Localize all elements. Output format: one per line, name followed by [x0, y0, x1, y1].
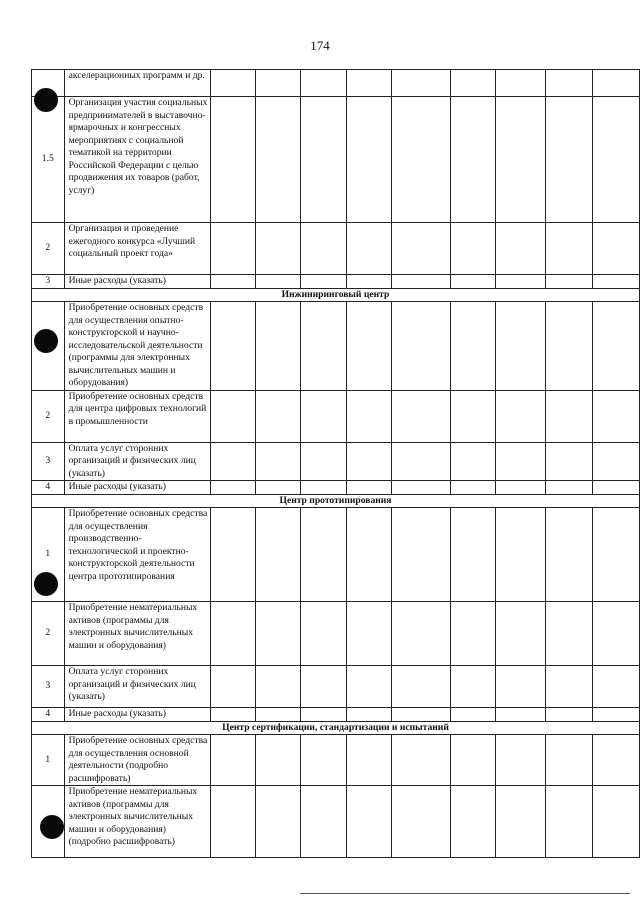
empty-cell — [592, 442, 639, 481]
row-description: акселерационных программ и др. — [64, 70, 211, 97]
empty-cell — [545, 442, 592, 481]
empty-cell — [495, 70, 545, 97]
empty-cell — [450, 97, 495, 223]
empty-cell — [495, 786, 545, 858]
row-number: 3 — [32, 442, 65, 481]
row-number: 1 — [32, 735, 65, 786]
empty-cell — [450, 508, 495, 602]
empty-cell — [391, 442, 450, 481]
empty-cell — [545, 223, 592, 275]
empty-cell — [346, 666, 391, 708]
empty-cell — [495, 223, 545, 275]
empty-cell — [301, 70, 346, 97]
empty-cell — [346, 508, 391, 602]
empty-cell — [592, 508, 639, 602]
empty-cell — [301, 786, 346, 858]
empty-cell — [346, 602, 391, 666]
empty-cell — [592, 602, 639, 666]
empty-cell — [346, 70, 391, 97]
section-title: Инжиниринговый центр — [32, 288, 640, 302]
empty-cell — [211, 390, 256, 442]
empty-cell — [450, 223, 495, 275]
empty-cell — [391, 97, 450, 223]
empty-cell — [301, 508, 346, 602]
empty-cell — [450, 602, 495, 666]
page-number: 174 — [310, 38, 330, 53]
empty-cell — [495, 708, 545, 722]
empty-cell — [211, 602, 256, 666]
table-body — [32, 70, 640, 858]
empty-cell — [592, 223, 639, 275]
empty-cell — [545, 508, 592, 602]
empty-cell — [495, 602, 545, 666]
empty-cell — [256, 302, 301, 391]
empty-cell — [391, 735, 450, 786]
row-description: Иные расходы (указать) — [64, 481, 211, 495]
table-row — [32, 390, 640, 442]
empty-cell — [301, 481, 346, 495]
empty-cell — [346, 223, 391, 275]
table-row — [32, 602, 640, 666]
empty-cell — [256, 481, 301, 495]
empty-cell — [545, 302, 592, 391]
section-title: Центр прототипирования — [32, 494, 640, 508]
empty-cell — [211, 70, 256, 97]
row-number: 3 — [32, 275, 65, 289]
row-number: 1 — [32, 508, 65, 602]
empty-cell — [211, 508, 256, 602]
empty-cell — [346, 442, 391, 481]
row-description: Приобретение нематериальных активов (программы для электронных вычислительных машин и оборудования) (подробно расшифровать) — [64, 786, 211, 858]
row-description: Приобретение нематериальных активов (программы для электронных вычислительных машин и оборудования) — [64, 602, 211, 666]
empty-cell — [545, 97, 592, 223]
empty-cell — [391, 302, 450, 391]
empty-cell — [346, 708, 391, 722]
row-number: 1.5 — [32, 97, 65, 223]
table-row — [32, 97, 640, 223]
empty-cell — [495, 442, 545, 481]
empty-cell — [346, 275, 391, 289]
page-bottom-rule — [300, 893, 630, 894]
empty-cell — [450, 390, 495, 442]
empty-cell — [256, 442, 301, 481]
row-number: 3 — [32, 666, 65, 708]
empty-cell — [211, 735, 256, 786]
empty-cell — [301, 735, 346, 786]
empty-cell — [545, 275, 592, 289]
empty-cell — [256, 786, 301, 858]
row-number: 4 — [32, 481, 65, 495]
empty-cell — [256, 508, 301, 602]
empty-cell — [450, 442, 495, 481]
empty-cell — [391, 70, 450, 97]
table-row — [32, 708, 640, 722]
empty-cell — [545, 70, 592, 97]
empty-cell — [211, 708, 256, 722]
empty-cell — [592, 302, 639, 391]
empty-cell — [495, 97, 545, 223]
row-description: Оплата услуг сторонних организаций и физических лиц (указать) — [64, 442, 211, 481]
table-row — [32, 508, 640, 602]
empty-cell — [346, 97, 391, 223]
empty-cell — [592, 786, 639, 858]
binder-hole-lower — [34, 572, 58, 596]
table-row — [32, 786, 640, 858]
empty-cell — [495, 302, 545, 391]
empty-cell — [346, 735, 391, 786]
empty-cell — [592, 390, 639, 442]
empty-cell — [495, 390, 545, 442]
empty-cell — [545, 390, 592, 442]
empty-cell — [495, 508, 545, 602]
row-number: 2 — [32, 223, 65, 275]
table-row — [32, 275, 640, 289]
empty-cell — [592, 70, 639, 97]
empty-cell — [301, 302, 346, 391]
empty-cell — [256, 666, 301, 708]
empty-cell — [301, 223, 346, 275]
empty-cell — [301, 708, 346, 722]
row-description: Приобретение основных средства для осуществления основной деятельности (подробно расшифровать) — [64, 735, 211, 786]
table-row — [32, 735, 640, 786]
empty-cell — [301, 666, 346, 708]
empty-cell — [495, 481, 545, 495]
empty-cell — [391, 508, 450, 602]
empty-cell — [592, 275, 639, 289]
empty-cell — [211, 442, 256, 481]
empty-cell — [211, 786, 256, 858]
empty-cell — [495, 666, 545, 708]
empty-cell — [450, 70, 495, 97]
empty-cell — [450, 275, 495, 289]
empty-cell — [391, 275, 450, 289]
table-row — [32, 666, 640, 708]
section-header-row — [32, 494, 640, 508]
empty-cell — [450, 735, 495, 786]
empty-cell — [592, 708, 639, 722]
table-row — [32, 70, 640, 97]
section-title: Центр сертификации, стандартизации и испытаний — [32, 721, 640, 735]
empty-cell — [256, 735, 301, 786]
row-description: Иные расходы (указать) — [64, 275, 211, 289]
empty-cell — [211, 275, 256, 289]
empty-cell — [391, 666, 450, 708]
section-header-row — [32, 288, 640, 302]
empty-cell — [211, 666, 256, 708]
row-number: 2 — [32, 390, 65, 442]
empty-cell — [301, 97, 346, 223]
empty-cell — [391, 602, 450, 666]
row-description: Оплата услуг сторонних организаций и физических лиц (указать) — [64, 666, 211, 708]
empty-cell — [301, 390, 346, 442]
empty-cell — [545, 735, 592, 786]
empty-cell — [592, 666, 639, 708]
empty-cell — [346, 302, 391, 391]
empty-cell — [495, 735, 545, 786]
row-description: Приобретение основных средств для осуществления опытно-конструкторской и научно-исследовательской деятельности (программы для электронных вычислительных машин и оборудования) — [64, 302, 211, 391]
row-number: 2 — [32, 602, 65, 666]
binder-hole-top — [34, 88, 58, 112]
row-description: Иные расходы (указать) — [64, 708, 211, 722]
empty-cell — [391, 481, 450, 495]
expense-table — [31, 69, 640, 858]
empty-cell — [545, 481, 592, 495]
empty-cell — [301, 602, 346, 666]
empty-cell — [450, 481, 495, 495]
empty-cell — [256, 708, 301, 722]
empty-cell — [346, 390, 391, 442]
row-description: Организация и проведение ежегодного конкурса «Лучший социальный проект года» — [64, 223, 211, 275]
binder-hole-mid — [34, 329, 58, 353]
empty-cell — [256, 602, 301, 666]
empty-cell — [450, 786, 495, 858]
empty-cell — [301, 442, 346, 481]
row-description: Приобретение основных средства для осуществления производственно-технологической и проектно-конструкторской деятельности центра прототипирования — [64, 508, 211, 602]
row-description: Приобретение основных средств для центра цифровых технологий в промышленности — [64, 390, 211, 442]
empty-cell — [256, 275, 301, 289]
empty-cell — [256, 70, 301, 97]
empty-cell — [391, 223, 450, 275]
empty-cell — [211, 481, 256, 495]
empty-cell — [391, 708, 450, 722]
empty-cell — [450, 708, 495, 722]
empty-cell — [211, 223, 256, 275]
empty-cell — [211, 97, 256, 223]
empty-cell — [545, 602, 592, 666]
section-header-row — [32, 721, 640, 735]
empty-cell — [592, 735, 639, 786]
table-row — [32, 481, 640, 495]
empty-cell — [545, 708, 592, 722]
empty-cell — [301, 275, 346, 289]
row-description: Организация участия социальных предпринимателей в выставочно-ярмарочных и конгрессных мероприятиях с социальной тематикой на территории Российской Федерации с целью продвижения их товаров (работ, услуг) — [64, 97, 211, 223]
row-number: 4 — [32, 708, 65, 722]
empty-cell — [256, 97, 301, 223]
empty-cell — [391, 786, 450, 858]
empty-cell — [256, 223, 301, 275]
table-row — [32, 302, 640, 391]
empty-cell — [495, 275, 545, 289]
empty-cell — [450, 666, 495, 708]
empty-cell — [545, 786, 592, 858]
empty-cell — [592, 481, 639, 495]
empty-cell — [211, 302, 256, 391]
empty-cell — [592, 97, 639, 223]
table-row — [32, 442, 640, 481]
empty-cell — [256, 390, 301, 442]
binder-hole-bottom — [40, 815, 64, 839]
empty-cell — [391, 390, 450, 442]
empty-cell — [346, 786, 391, 858]
empty-cell — [450, 302, 495, 391]
empty-cell — [545, 666, 592, 708]
empty-cell — [346, 481, 391, 495]
table-row — [32, 223, 640, 275]
